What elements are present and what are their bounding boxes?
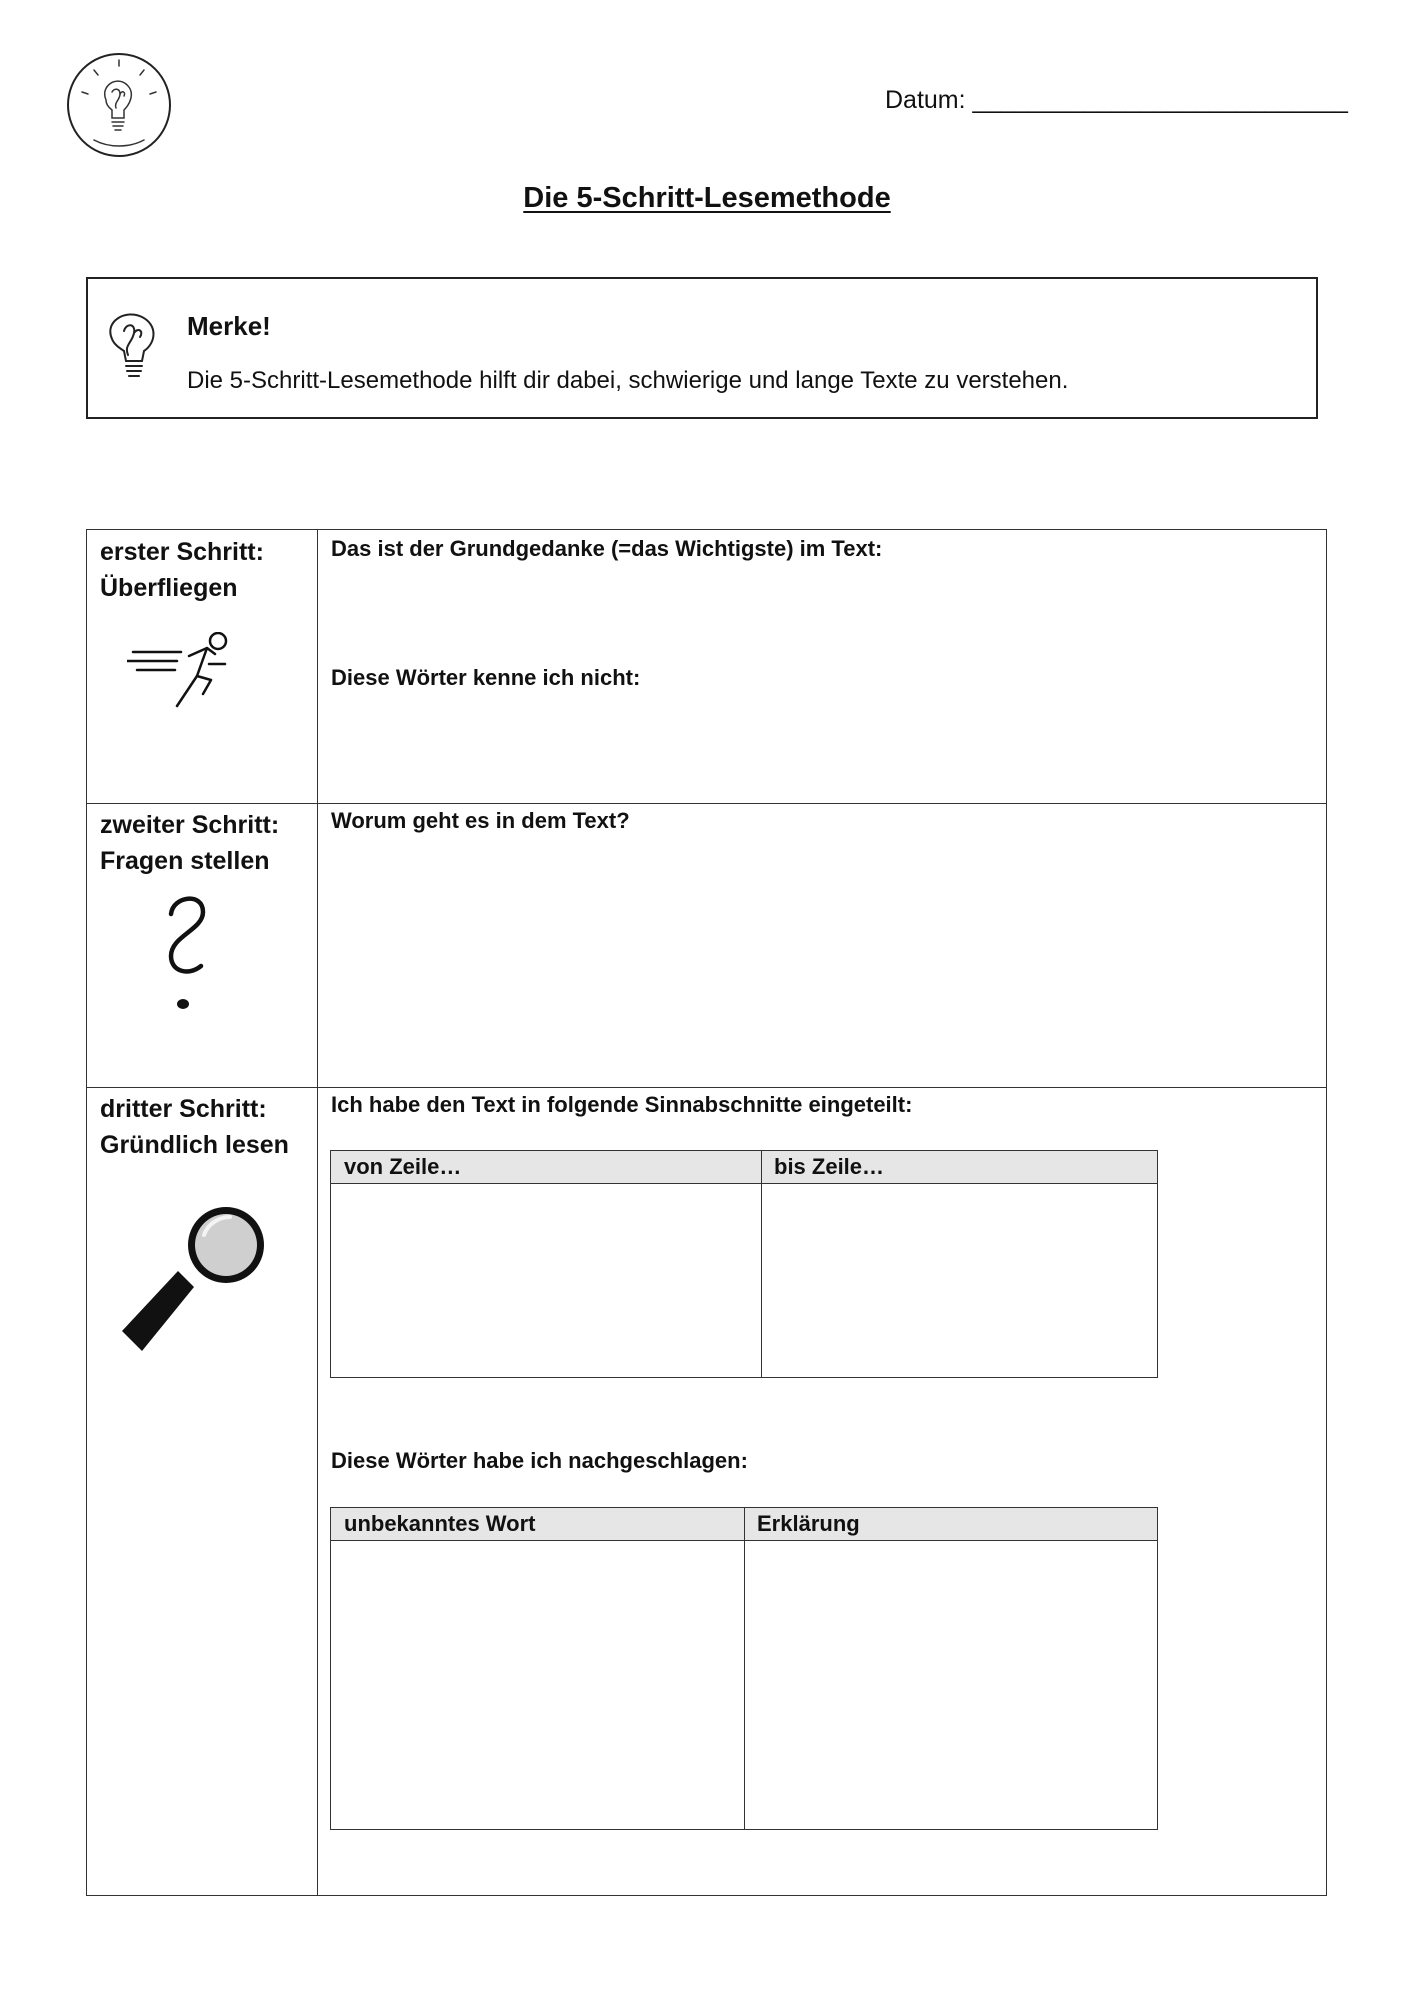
- merke-box: [86, 277, 1318, 419]
- merke-text: Die 5-Schritt-Lesemethode hilft dir dabei, schwierige und lange Texte zu verstehen.: [187, 367, 1069, 394]
- running-person-icon: [127, 632, 237, 712]
- words-column-divider: [744, 1508, 745, 1829]
- question-mark-icon: [157, 892, 217, 1022]
- prompt-sections: Ich habe den Text in folgende Sinnabschnitte eingeteilt:: [331, 1092, 913, 1117]
- step-2-label: zweiter Schritt: Fragen stellen: [100, 811, 280, 875]
- header-unknown-word: unbekanntes Wort: [344, 1511, 536, 1536]
- page-title: Die 5-Schritt-Lesemethode: [523, 182, 891, 214]
- lightbulb-logo-icon: [64, 50, 174, 160]
- sections-column-divider: [761, 1151, 762, 1377]
- prompt-main-idea: Das ist der Grundgedanke (=das Wichtigste) im Text:: [331, 536, 883, 561]
- column-divider: [317, 530, 318, 1895]
- lightbulb-icon: [100, 309, 164, 387]
- header-to-line: bis Zeile…: [774, 1154, 885, 1179]
- magnifying-glass-icon: [122, 1203, 272, 1353]
- step-1-label: erster Schritt: Überfliegen: [100, 538, 264, 602]
- row-divider: [87, 1087, 1326, 1088]
- sections-table: [330, 1150, 1158, 1378]
- date-label: Datum:: [885, 86, 966, 114]
- words-table: [330, 1507, 1158, 1830]
- step-3-label: dritter Schritt: Gründlich lesen: [100, 1095, 289, 1159]
- date-field[interactable]: [885, 86, 1348, 115]
- header-from-line: von Zeile…: [344, 1154, 462, 1179]
- merke-heading: Merke!: [187, 311, 271, 341]
- row-divider: [87, 803, 1326, 804]
- header-explanation: Erklärung: [757, 1511, 860, 1536]
- prompt-looked-up-words: Diese Wörter habe ich nachgeschlagen:: [331, 1448, 748, 1473]
- prompt-unknown-words: Diese Wörter kenne ich nicht:: [331, 665, 641, 690]
- date-blank-line[interactable]: ___________________________: [972, 86, 1348, 114]
- steps-table: [86, 529, 1327, 1896]
- prompt-topic: Worum geht es in dem Text?: [331, 808, 630, 833]
